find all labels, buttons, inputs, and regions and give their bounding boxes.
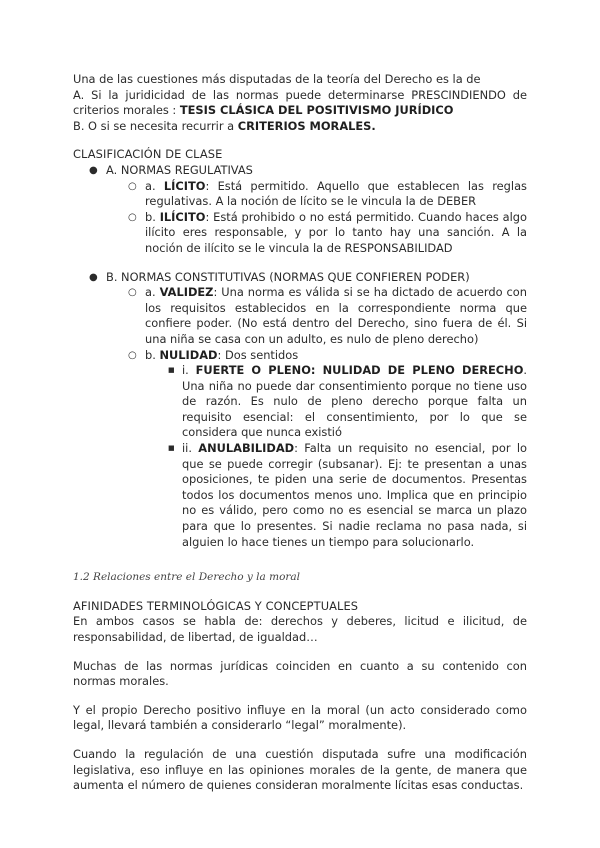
bullet-disc-icon: ● [89, 164, 98, 176]
bullet-circle-icon: ○ [128, 180, 137, 192]
list-item-regulativas: ● A. NORMAS REGULATIVAS [89, 162, 253, 177]
list-item-constitutivas: ● B. NORMAS CONSTITUTIVAS (NORMAS QUE CONFIEREN PODER) [89, 269, 470, 284]
intro-option-b: B. O si se necesita recurrir a CRITERIOS MORALES. [73, 118, 376, 133]
section-subheading: 1.2 Relaciones entre el Derecho y la moral [73, 571, 301, 584]
bullet-disc-icon: ● [89, 271, 98, 283]
clasificacion-heading: CLASIFICACIÓN DE CLASE [73, 147, 223, 162]
intro-option-a: A. Si la juridicidad de las normas puede determinarse PRESCINDIENDO de criterios morales : TESIS CLÁSICA DEL POSITIVISMO JURÍDICO [73, 87, 527, 118]
paragraph-coincidencia: Muchas de las normas jurídicas coinciden en cuanto a su contenido con normas morales. [73, 658, 527, 689]
bullet-circle-icon: ○ [128, 211, 137, 223]
paragraph-influencia: Y el propio Derecho positivo influye en la moral (un acto considerado como legal, llevará también a considerarlo “legal” moralmente). [73, 702, 527, 733]
intro-option-a-bold: TESIS CLÁSICA DEL POSITIVISMO JURÍDICO [179, 103, 454, 118]
bullet-square-icon: ■ [168, 366, 175, 375]
list-item-ilicito: ○ b. ILÍCITO: Está prohibido o no está permitido. Cuando haces algo ilícito eres responsable, y por lo tanto hay una sanción. A la noción de ilícito se le vincula la de RESPONSABILIDAD [128, 209, 527, 255]
list-item-licito: ○ a. LÍCITO: Está permitido. Aquello que establecen las reglas regulativas. A la noción de lícito se le vincula la de DEBER [128, 178, 527, 209]
list-item-nulidad: ○ b. NULIDAD: Dos sentidos [128, 347, 299, 362]
list-item-validez: ○ a. VALIDEZ: Una norma es válida si se ha dictado de acuerdo con los requisitos establecidos en la correspondiente norma que confiere poder. (No está dentro del Derecho, sino fuera de él. Si una niña se casa con un adulto, es nulo de pleno derecho) [128, 285, 527, 346]
bullet-square-icon: ■ [168, 444, 175, 453]
intro-option-b-bold: CRITERIOS MORALES. [237, 118, 376, 133]
bullet-circle-icon: ○ [128, 349, 137, 361]
paragraph-afinidades: En ambos casos se habla de: derechos y deberes, licitud e ilicitud, de responsabilidad, de libertad, de igualdad… [73, 614, 527, 644]
bullet-circle-icon: ○ [128, 287, 137, 299]
paragraph-regulacion: Cuando la regulación de una cuestión disputada sufre una modificación legislativa, eso influye en las opiniones morales de la gente, de manera que aumenta el número de quienes consideran moralmente lícitas esas conductas. [73, 746, 527, 793]
document-page [73, 72, 527, 794]
section-heading: AFINIDADES TERMINOLÓGICAS Y CONCEPTUALES [73, 598, 359, 613]
intro-line: Una de las cuestiones más disputadas de la teoría del Derecho es la de [73, 72, 481, 86]
list-item-fuerte: ■ i. FUERTE O PLENO: NULIDAD DE PLENO DERECHO. Una niña no puede dar consentimiento porque no tiene uso de razón. Es nulo de pleno derecho porque falta un requisito esencial: el consentimiento, por lo que se considera que nunca existió [168, 363, 528, 440]
list-item-anulabilidad: ■ ii. ANULABILIDAD: Falta un requisito no esencial, por lo que se puede corregir (subsanar). Ej: te presentan a unas oposiciones, te piden una serie de documentos. Presentas todos los documentos menos uno. Implica que en principio no es válido, pero como no es esencial se marca un plazo para que lo presentes. Si nadie reclama no pasa nada, si alguien lo hace tienes un tiempo para solucionarlo. [168, 441, 528, 549]
